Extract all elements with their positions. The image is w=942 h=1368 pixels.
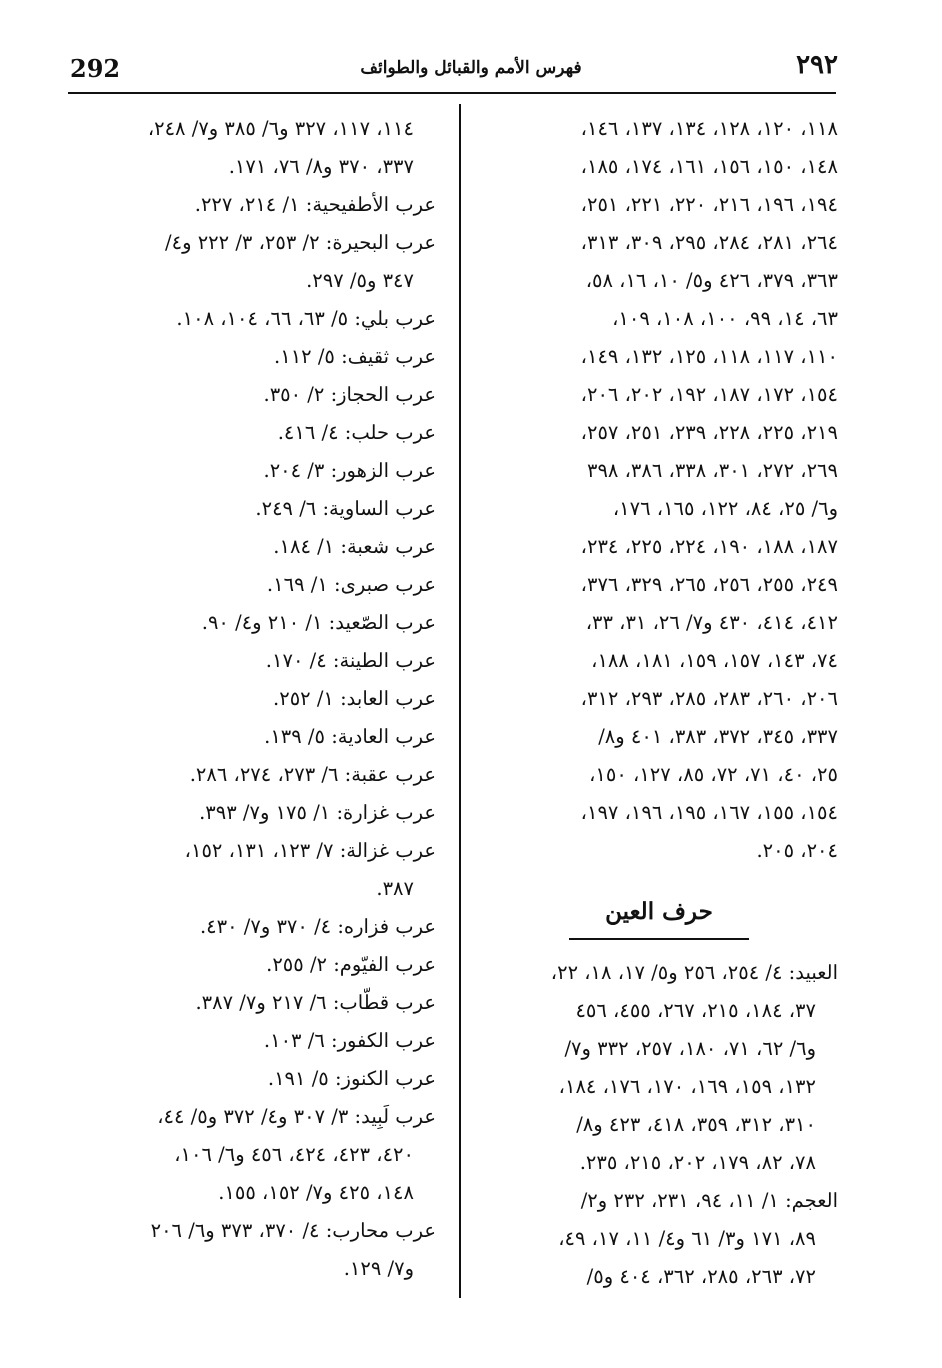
page-number-latin: 292 [70, 54, 121, 83]
index-entry [72, 300, 436, 338]
column-divider [459, 104, 461, 1298]
index-entry [72, 984, 436, 1022]
index-entry [72, 490, 436, 528]
index-entry [72, 680, 436, 718]
left-column [72, 110, 436, 1288]
index-entry [72, 414, 436, 452]
index-entry [72, 1060, 436, 1098]
index-line: عرب بلي: ٥/ ٦٣، ٦٦، ١٠٤، ١٠٨. [176, 307, 436, 330]
index-entry [72, 1022, 436, 1060]
section-title: حرف العين [605, 898, 713, 925]
index-line: عرب لَبِيد: ٣/ ٣٠٧ و٤/ ٣٧٢ و٥/ ٤٤، [157, 1105, 436, 1128]
index-line: عرب الزهور: ٣/ ٢٠٤. [263, 459, 436, 482]
index-entry [480, 1182, 838, 1296]
index-line: ٢١٩، ٢٢٥، ٢٢٨، ٢٣٩، ٢٥١، ٢٥٧، [580, 421, 838, 444]
index-entry [72, 110, 436, 186]
index-line: عرب البحيرة: ٢/ ٢٥٣، ٣/ ٢٢٢ و٤/ [165, 231, 436, 254]
index-line: ١٩٤، ١٩٦، ٢١٦، ٢٢٠، ٢٢١، ٢٥١، [580, 193, 838, 216]
index-line: ٢٥، ٤٠، ٧١، ٧٢، ٨٥، ١٢٧، ١٥٠، [589, 763, 838, 786]
right-column [480, 110, 838, 1296]
index-line: عرب الأطفيحية: ١/ ٢١٤، ٢٢٧. [194, 193, 436, 216]
index-line: ١٤٨، ١٥٠، ١٥٦، ١٦١، ١٧٤، ١٨٥، [580, 155, 838, 178]
index-line: عرب الحجاز: ٢/ ٣٥٠. [263, 383, 436, 406]
index-entry [72, 946, 436, 984]
index-line: ١١٠، ١١٧، ١١٨، ١٢٥، ١٣٢، ١٤٩، [580, 345, 838, 368]
index-entry [72, 718, 436, 756]
index-line: ٤١٢، ٤١٤، ٤٣٠ و٧/ ٢٦، ٣١، ٣٣، [585, 611, 838, 634]
right-column-continuation [480, 110, 838, 870]
index-line: ٨٩، ١٧١ و٣/ ٦١ و٤/ ١١، ١٧، ٤٩، [558, 1227, 816, 1250]
index-line: ٧٨، ٨٢، ١٧٩، ٢٠٢، ٢١٥، ٢٣٥. [579, 1151, 816, 1174]
index-line: عرب فزاره: ٤/ ٣٧٠ و٧/ ٤٣٠. [199, 915, 436, 938]
index-line: ٢٦٩، ٢٧٢، ٣٠١، ٣٣٨، ٣٨٦، ٣٩٨ [586, 459, 838, 482]
index-entry [72, 566, 436, 604]
index-line: عرب الطينة: ٤/ ١٧٠. [265, 649, 436, 672]
index-line: العبيد: ٤/ ٢٥٤، ٢٥٦ و٥/ ١٧، ١٨، ٢٢، [550, 961, 838, 984]
index-entry [72, 528, 436, 566]
index-line: ١١٨، ١٢٠، ١٢٨، ١٣٤، ١٣٧، ١٤٦، [580, 117, 838, 140]
index-entry [72, 794, 436, 832]
index-entry [72, 1098, 436, 1212]
index-line: ١٨٧، ١٨٨، ١٩٠، ٢٢٤، ٢٢٥، ٢٣٤، [580, 535, 838, 558]
index-line: ٧٢، ٢٦٣، ٢٨٥، ٣٦٢، ٤٠٤ و٥/ [586, 1265, 816, 1288]
index-line: ٦٣، ١٤، ٩٩، ١٠٠، ١٠٨، ١٠٩، [612, 307, 838, 330]
index-line: عرب عقبة: ٦/ ٢٧٣، ٢٧٤، ٢٨٦. [189, 763, 436, 786]
index-entry [72, 832, 436, 908]
index-line: ٣٧، ١٨٤، ٢١٥، ٢٦٧، ٤٥٥، ٤٥٦ [575, 999, 816, 1022]
index-line: عرب غزارة: ١/ ١٧٥ و٧/ ٣٩٣. [199, 801, 436, 824]
index-entry [72, 224, 436, 300]
index-line: عرب العابد: ١/ ٢٥٢. [273, 687, 436, 710]
index-line: ٣٦٣، ٣٧٩، ٤٢٦ و٥/ ١٠، ١٦، ٥٨، [585, 269, 838, 292]
index-line: ٣٤٧ و٥/ ٢٩٧. [306, 269, 414, 292]
index-entry [72, 756, 436, 794]
index-line: ٤٢٠، ٤٢٣، ٤٢٤، ٤٥٦ و٦/ ١٠٦، [174, 1143, 414, 1166]
index-line: عرب ثقيف: ٥/ ١١٢. [274, 345, 436, 368]
index-entry [72, 186, 436, 224]
index-line: ١٥٤، ١٧٢، ١٨٧، ١٩٢، ٢٠٢، ٢٠٦، [580, 383, 838, 406]
page-number-arabic: ٢٩٢ [796, 50, 838, 80]
index-line: عرب الكفور: ٦/ ١٠٣. [263, 1029, 436, 1052]
index-line: ٣٣٧، ٣٧٠ و٨/ ٧٦، ١٧١. [228, 155, 414, 178]
index-line: ١٤٨، ٤٢٥ و٧/ ١٥٢، ١٥٥. [218, 1181, 414, 1204]
index-line: ٣٨٧. [376, 877, 414, 900]
index-entry [72, 642, 436, 680]
index-entry [72, 604, 436, 642]
running-title: فهرس الأمم والقبائل والطوائف [360, 58, 582, 78]
index-line: عرب صبرى: ١/ ١٦٩. [266, 573, 436, 596]
index-entry [72, 338, 436, 376]
index-line: عرب شعبة: ١/ ١٨٤. [273, 535, 436, 558]
index-line: ١٥٤، ١٥٥، ١٦٧، ١٩٥، ١٩٦، ١٩٧، [580, 801, 838, 824]
index-entry [72, 376, 436, 414]
index-line: عرب قطّاب: ٦/ ٢١٧ و٧/ ٣٨٧. [195, 991, 436, 1014]
index-line: و٦/ ٢٥، ٨٤، ١٢٢، ١٦٥، ١٧٦، [612, 497, 838, 520]
index-line: عرب العادية: ٥/ ١٣٩. [264, 725, 436, 748]
index-entry [72, 908, 436, 946]
index-line: عرب الفيّوم: ٢/ ٢٥٥. [266, 953, 436, 976]
index-line: العجم: ١/ ١١، ٩٤، ٢٣١، ٢٣٢ و٢/ [580, 1189, 838, 1212]
header-rule [68, 92, 836, 94]
index-line: ٢٦٤، ٢٨١، ٢٨٤، ٢٩٥، ٣٠٩، ٣١٣، [580, 231, 838, 254]
index-line: و٦/ ٦٢، ٧١، ١٨٠، ٢٥٧، ٣٣٢ و٧/ [564, 1037, 816, 1060]
index-entry [480, 954, 838, 1182]
index-line: عرب غزالة: ٧/ ١٢٣، ١٣١، ١٥٢، [184, 839, 436, 862]
index-line: ٧٤، ١٤٣، ١٥٧، ١٥٩، ١٨١، ١٨٨، [591, 649, 838, 672]
index-line: و٧/ ١٢٩. [343, 1257, 414, 1280]
index-line: عرب محارب: ٤/ ٣٧٠، ٣٧٣ و٦/ ٢٠٦ [150, 1219, 436, 1242]
index-entry [72, 452, 436, 490]
index-line: ١١٤، ١١٧، ٣٢٧ و٦/ ٣٨٥ و٧/ ٢٤٨، [147, 117, 414, 140]
section-title-rule [569, 938, 749, 940]
index-line: عرب الكنوز: ٥/ ١٩١. [267, 1067, 436, 1090]
index-line: ٢٠٦، ٢٦٠، ٢٨٣، ٢٨٥، ٢٩٣، ٣١٢، [580, 687, 838, 710]
index-line: عرب الساوية: ٦/ ٢٤٩. [255, 497, 436, 520]
index-entry [72, 1212, 436, 1288]
index-line: عرب الصّعيد: ١/ ٢١٠ و٤/ ٩٠. [201, 611, 436, 634]
index-line: ٢٠٤، ٢٠٥. [756, 839, 838, 862]
index-line: ٣٣٧، ٣٤٥، ٣٧٢، ٣٨٣، ٤٠١ و٨/ [598, 725, 838, 748]
index-line: ٢٤٩، ٢٥٥، ٢٥٦، ٢٦٥، ٣٢٩، ٣٧٦، [580, 573, 838, 596]
right-column-entries [480, 954, 838, 1296]
index-line: ٣١٠، ٣١٢، ٣٥٩، ٤١٨، ٤٢٣ و٨/ [576, 1113, 816, 1136]
index-line: عرب حلب: ٤/ ٤١٦. [277, 421, 436, 444]
index-line: ١٣٢، ١٥٩، ١٦٩، ١٧٠، ١٧٦، ١٨٤، [558, 1075, 816, 1098]
